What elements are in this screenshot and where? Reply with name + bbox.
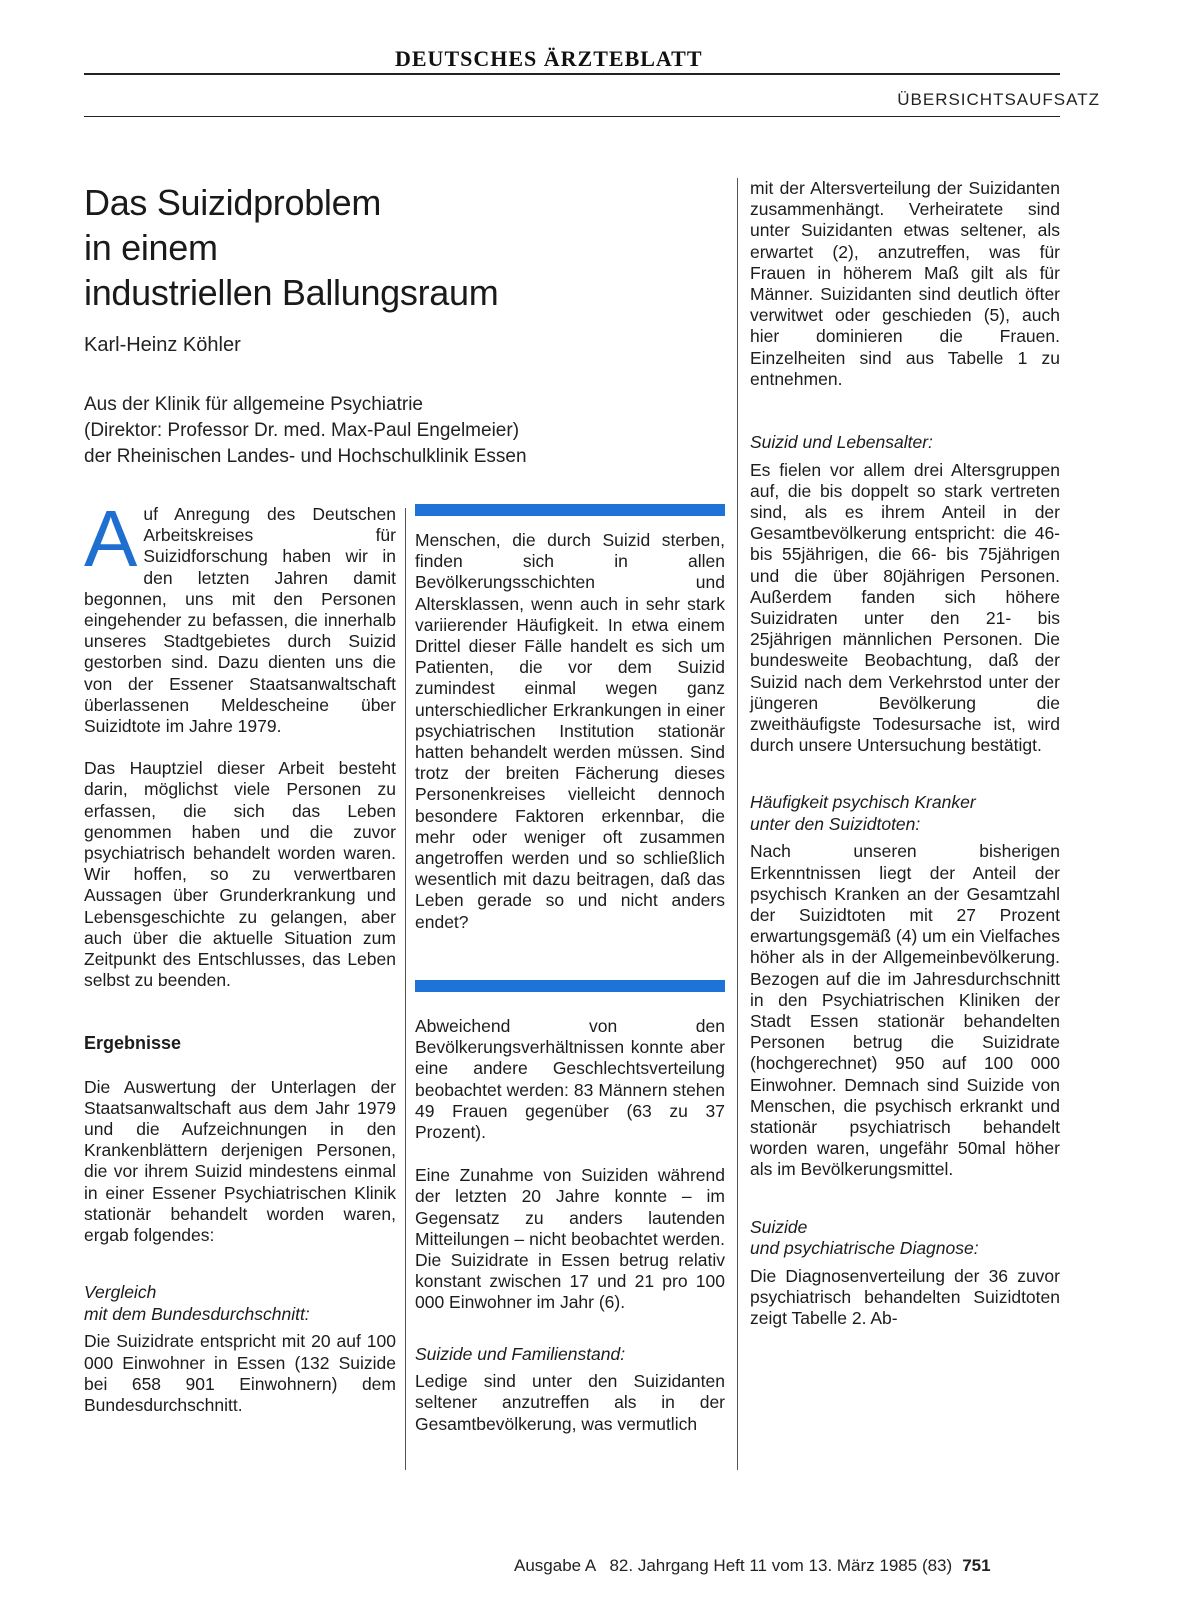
affiliation-line-2: (Direktor: Professor Dr. med. Max-Paul Engelmeier) (84, 420, 520, 441)
article-title (84, 180, 498, 315)
column-divider-2 (737, 178, 738, 1470)
title-line-3: industriellen Ballungsraum (84, 272, 499, 313)
subheading-age: Suizid und Lebensalter: (750, 432, 933, 453)
frequency-paragraph: Nach unseren bisherigen Erkenntnissen liegt der Anteil der psychisch Kranken an der Gesamtzahl der Suizidtoten mit 27 Prozent erwartungsgemäß (4) um ein Vielfaches höher als in der Allgemeinbevölkerung. Bezogen auf die im Jahresdurchschnitt in den Psychiatrischen Kliniken der Stadt Essen stationär behandelten Personen betrug die Suizidrate (hochgerechnet) 950 auf 100 000 Einwohner. Demnach sind Suizide von Menschen, die psychisch erkrankt und stationär psychiatrisch behandelt worden waren, ungefähr 50mal höher als im Bevölkerungsmittel. (750, 841, 1060, 1180)
author-name: Karl-Heinz Köhler (84, 334, 241, 356)
affiliation (84, 392, 527, 470)
affiliation-line-1: Aus der Klinik für allgemeine Psychiatrie (84, 394, 423, 415)
section-label: ÜBERSICHTSAUFSATZ (897, 90, 1100, 109)
title-line-2: in einem (84, 227, 218, 268)
comparison-paragraph: Die Suizidrate entspricht mit 20 auf 100 000 Einwohner in Essen (132 Suizide bei 658 901 Einwohnern) dem Bundesdurchschnitt. (84, 1331, 396, 1415)
subheading-frequency (750, 792, 1060, 835)
column-divider-1 (405, 508, 406, 1470)
gender-paragraph: Abweichend von den Bevölkerungsverhältnissen konnte aber eine andere Geschlechtsverteilung beobachtet werden: 83 Männern stehen 49 Frauen gegenüber (63 zu 37 Prozent). (415, 1016, 725, 1143)
masthead: DEUTSCHES ÄRZTEBLATT (395, 46, 703, 71)
page-number: 751 (962, 1556, 991, 1575)
subheading-marital-status: Suizide und Familienstand: (415, 1343, 626, 1364)
drop-cap: A (84, 494, 138, 583)
highlight-bar-bottom (415, 980, 725, 992)
title-line-1: Das Suizidproblem (84, 182, 382, 223)
marital-continued-paragraph: mit der Altersverteilung der Suizidanten zusammenhängt. Verheiratete sind unter Suizidanten etwas seltener, als erwartet (2), anzutreffen, was für Frauen in höherem Maß gilt als für Männer. Suizidanten sind deutlich öfter verwitwet oder geschieden (5), auch hier dominieren die Frauen. Einzelheiten sind aus Tabelle 1 zu entnehmen. (750, 178, 1060, 389)
subheading-diagnosis-line-1: Suizide (750, 1216, 808, 1237)
subheading-diagnosis (750, 1217, 1060, 1260)
subheading-frequency-line-1: Häufigkeit psychisch Kranker (750, 792, 976, 813)
marital-paragraph: Ledige sind unter den Suizidanten seltener anzutreffen als in der Gesamtbevölkerung, was vermutlich (415, 1371, 725, 1434)
footer-citation: Ausgabe A 82. Jahrgang Heft 11 vom 13. März 1985 (83) (514, 1556, 953, 1575)
intro-text: uf Anregung des Deutschen Arbeitskreises für Suizidforschung haben wir in den letzten Jahren damit begonnen, uns mit den Personen eingehender zu befassen, die innerhalb unseres Stadtgebietes durch Suizid gestorben sind. Dazu dienten uns die von der Essener Staatsanwaltschaft überlassenen Meldescheine über Suizidtote im Jahre 1979. (84, 504, 396, 737)
column-2 (415, 530, 725, 933)
page-footer (514, 1556, 991, 1576)
subheading-diagnosis-line-2: und psychiatrische Diagnose: (750, 1238, 979, 1259)
header-rule-top (84, 73, 1060, 75)
subheading-frequency-line-2: unter den Suizidtoten: (750, 813, 921, 834)
results-paragraph: Die Auswertung der Unterlagen der Staatsanwaltschaft aus dem Jahr 1979 und die Aufzeichnungen in den Krankenblättern derjenigen Personen, die vor ihrem Suizid mindestens einmal in einer Essener Psychiatrischen Klinik stationär behandelt worden waren, ergab folgendes: (84, 1076, 396, 1246)
highlight-paragraph: Menschen, die durch Suizid sterben, finden sich in allen Bevölkerungsschichten und Altersklassen, wenn auch in sehr stark variierender Häufigkeit. In etwa einem Drittel dieser Fälle handelt es sich um Patienten, die vor dem Suizid zumindest einmal wegen ganz unterschiedlicher Erkrankungen in einer psychiatrischen Institution stationär hatten behandelt werden müssen. Sind trotz der breiten Fächerung dieses Personenkreises vielleicht dennoch besondere Faktoren erkennbar, die mehr oder weniger oft zusammen angetroffen werden und so schließlich wesentlich mit dazu beitragen, daß das Leben gerade so und nicht anders endet? (415, 530, 725, 932)
header-rule-bottom (84, 116, 1060, 117)
trend-paragraph: Eine Zunahme von Suiziden während der letzten 20 Jahre konnte – im Gegensatz zu anders lautenden Mitteilungen – nicht beobachtet werden. Die Suizidrate in Essen betrug relativ konstant zwischen 17 und 21 pro 100 000 Einwohner im Jahr (6). (415, 1165, 725, 1313)
column-3 (750, 178, 1060, 1329)
diagnosis-paragraph: Die Diagnosenverteilung der 36 zuvor psychiatrisch behandelten Suizidtoten zeigt Tabelle 2. Ab- (750, 1265, 1060, 1329)
column-1 (84, 494, 396, 1416)
section-heading-results: Ergebnisse (84, 1033, 182, 1054)
highlight-bar-top (415, 504, 725, 516)
affiliation-line-3: der Rheinischen Landes- und Hochschulklinik Essen (84, 446, 527, 467)
subheading-comparison-line-1: Vergleich (84, 1282, 157, 1303)
subheading-comparison-line-2: mit dem Bundesdurchschnitt: (84, 1303, 310, 1324)
column-2-body (415, 1016, 725, 1435)
intro-paragraph (84, 494, 396, 737)
subheading-comparison (84, 1282, 396, 1325)
age-paragraph: Es fielen vor allem drei Altersgruppen auf, die bis doppelt so stark vertreten sind, als es ihrem Anteil in der Gesamtbevölkerung entspricht: die 46- bis 55jährigen, die 66- bis 75jährigen und die über 80jährigen Personen. Außerdem fanden sich höhere Suizidraten unter den 21- bis 25jährigen männlichen Personen. Die bundesweite Beobachtung, daß der Suizid nach dem Verkehrstod unter der jüngeren Bevölkerung die zweithäufigste Todesursache ist, wird durch unsere Untersuchung bestätigt. (750, 459, 1060, 756)
aim-paragraph: Das Hauptziel dieser Arbeit besteht darin, möglichst viele Personen zu erfassen, die sich das Leben genommen haben und die zuvor psychiatrisch behandelt worden waren. Wir hoffen, so zu verwertbaren Aussagen über Grunderkrankung und Lebensgeschichte zu gelangen, aber auch über die aktuelle Situation zum Zeitpunkt des Entschlusses, das Leben selbst zu beenden. (84, 758, 396, 991)
